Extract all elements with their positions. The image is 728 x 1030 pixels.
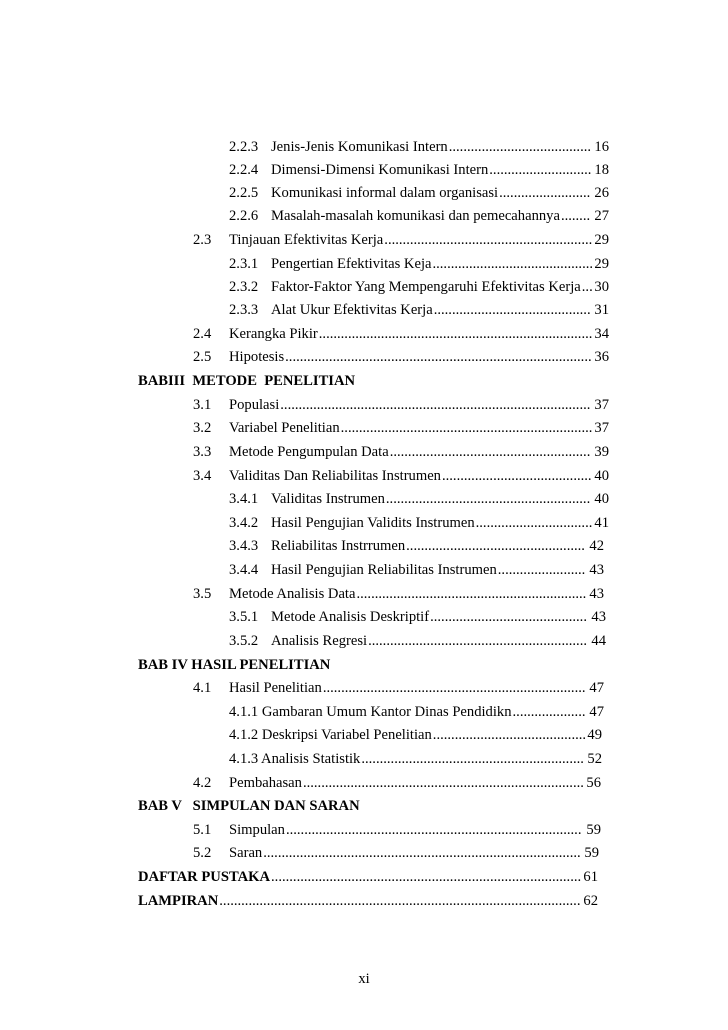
dot-leader: ... — [581, 279, 593, 295]
toc-entry-page: 43 — [589, 586, 604, 602]
toc-entry-number: 3.5.2 — [229, 633, 259, 649]
toc-entry — [0, 606, 728, 628]
toc-entry — [0, 795, 728, 817]
toc-entry-page: 26 — [594, 185, 609, 201]
toc-entry-page: 44 — [591, 633, 606, 649]
toc-entry-title: Hasil Penelitian — [229, 680, 322, 696]
toc-entry-title: Komunikasi informal dalam organisasi — [271, 185, 499, 201]
toc-entry-title: Saran — [229, 845, 263, 861]
toc-entry-number: 3.5 — [193, 586, 212, 602]
toc-entry-title: Pengertian Efektivitas Keja — [271, 256, 432, 272]
toc-entry-title: Simpulan — [229, 822, 285, 838]
toc-entry-number: 3.5.1 — [229, 609, 259, 625]
dot-leader: ................................................. — [406, 538, 585, 554]
toc-entry-title: Analisis Regresi — [271, 633, 368, 649]
toc-entry-number: 3.4.2 — [229, 515, 259, 531]
toc-entry — [0, 136, 728, 158]
toc-entry — [0, 253, 728, 275]
toc-entry-page: 47 — [589, 680, 604, 696]
dot-leader: ............................................................. — [361, 751, 584, 767]
toc-entry-page: 52 — [587, 751, 602, 767]
toc-entry-page: 61 — [583, 869, 598, 885]
toc-entry — [0, 583, 728, 605]
toc-entry-number: 3.4.4 — [229, 562, 259, 578]
toc-entry-title: Metode Analisis Data — [229, 586, 356, 602]
dot-leader: ............................................................... — [356, 586, 587, 602]
toc-entry-page: 40 — [594, 468, 609, 484]
dot-leader: ............................................................ — [368, 633, 587, 649]
dot-leader: ..................................................................... — [340, 420, 593, 436]
toc-entry-title: BAB IV HASIL PENELITIAN — [138, 657, 331, 673]
toc-entry-number: 3.4.1 — [229, 491, 259, 507]
page-number: xi — [358, 971, 370, 987]
toc-entry-page: 29 — [594, 256, 609, 272]
toc-entry-title: Masalah-masalah komunikasi dan pemecahannya — [271, 208, 560, 224]
toc-entry-number: 3.4.3 — [229, 538, 259, 554]
dot-leader: ..................................................................................... — [280, 397, 591, 413]
toc-entry — [0, 276, 728, 298]
toc-entry-title: Metode Pengumpulan Data — [229, 444, 389, 460]
toc-entry-title: 4.1.2 Deskripsi Variabel Penelitian — [229, 727, 432, 743]
toc-entry — [0, 205, 728, 227]
toc-entry — [0, 890, 728, 912]
dot-leader: ......................................................... — [384, 232, 593, 248]
toc-entry-title: Validitas Instrumen — [271, 491, 385, 507]
toc-entry-page: 18 — [594, 162, 609, 178]
toc-entry-number: 2.3.1 — [229, 256, 259, 272]
dot-leader: .................... — [512, 704, 586, 720]
toc-entry — [0, 394, 728, 416]
toc-entry — [0, 370, 728, 392]
toc-entry-title: BABIII METODE PENELITIAN — [138, 373, 356, 389]
dot-leader: ................................ — [475, 515, 593, 531]
toc-entry — [0, 630, 728, 652]
toc-entry-page: 30 — [594, 279, 609, 295]
dot-leader: ....................................... — [448, 139, 592, 155]
dot-leader: ................................................................................. — [285, 822, 582, 838]
toc-entry-title: 4.1.3 Analisis Statistik — [229, 751, 361, 767]
toc-entry-number: 3.3 — [193, 444, 212, 460]
toc-entry-page: 41 — [594, 515, 609, 531]
toc-entry-title: Validitas Dan Reliabilitas Instrumen — [229, 468, 441, 484]
toc-entry-page: 47 — [589, 704, 604, 720]
toc-entry-title: DAFTAR PUSTAKA — [138, 869, 271, 885]
toc-entry — [0, 417, 728, 439]
toc-entry-title: Metode Analisis Deskriptif — [271, 609, 430, 625]
toc-entry-title: BAB V SIMPULAN DAN SARAN — [138, 798, 360, 814]
toc-entry-number: 2.2.4 — [229, 162, 259, 178]
toc-entry — [0, 182, 728, 204]
toc-entry — [0, 159, 728, 181]
dot-leader: ..................................................................................... — [271, 869, 582, 885]
toc-entry-page: 31 — [594, 302, 609, 318]
toc-entry — [0, 229, 728, 251]
toc-entry-title: Pembahasan — [229, 775, 302, 791]
toc-entry — [0, 724, 728, 746]
toc-entry-number: 4.1 — [193, 680, 212, 696]
toc-entry — [0, 488, 728, 510]
toc-entry-page: 56 — [586, 775, 601, 791]
dot-leader: .................................................................................... — [285, 349, 592, 365]
toc-entry — [0, 701, 728, 723]
toc-entry-title: Hasil Pengujian Reliabilitas Instrumen — [271, 562, 497, 578]
toc-entry — [0, 299, 728, 321]
toc-entry-title: Alat Ukur Efektivitas Kerja — [271, 302, 433, 318]
toc-entry-title: Faktor-Faktor Yang Mempengaruhi Efektivitas Kerja — [271, 279, 581, 295]
dot-leader: ......................... — [499, 185, 591, 201]
toc-entry-number: 2.4 — [193, 326, 212, 342]
dot-leader: ........................................... — [430, 609, 587, 625]
toc-entry-number: 2.2.3 — [229, 139, 259, 155]
toc-entry — [0, 842, 728, 864]
toc-entry-title: LAMPIRAN — [138, 893, 219, 909]
toc-entry-page: 36 — [594, 349, 609, 365]
dot-leader: ....................................................................................... — [263, 845, 581, 861]
toc-entry-title: Hasil Pengujian Validits Instrumen — [271, 515, 475, 531]
toc-entry-number: 3.2 — [193, 420, 212, 436]
toc-entry-title: Reliabilitas Instrrumen — [271, 538, 406, 554]
toc-entry-number: 3.4 — [193, 468, 212, 484]
toc-entry-title: Jenis-Jenis Komunikasi Intern — [271, 139, 448, 155]
toc-entry-number: 5.2 — [193, 845, 212, 861]
dot-leader: ........................................................ — [385, 491, 591, 507]
toc-entry-number: 3.1 — [193, 397, 212, 413]
toc-entry — [0, 772, 728, 794]
toc-entry-title: Variabel Penelitian — [229, 420, 340, 436]
toc-entry-title: Hipotesis — [229, 349, 285, 365]
toc-entry-page: 39 — [594, 444, 609, 460]
toc-entry — [0, 677, 728, 699]
toc-entry-page: 37 — [594, 420, 609, 436]
toc-entry — [0, 346, 728, 368]
dot-leader: ............................ — [489, 162, 592, 178]
toc-entry-title: Dimensi-Dimensi Komunikasi Intern — [271, 162, 489, 178]
toc-entry — [0, 748, 728, 770]
toc-entry-title: Kerangka Pikir — [229, 326, 318, 342]
dot-leader: ................................................................................................... — [219, 893, 581, 909]
toc-entry — [0, 512, 728, 534]
dot-leader: ....................................................... — [389, 444, 591, 460]
dot-leader: ........................................................................ — [322, 680, 586, 696]
dot-leader: ........ — [560, 208, 591, 224]
toc-entry-page: 40 — [594, 491, 609, 507]
toc-entry — [0, 441, 728, 463]
toc-entry-number: 2.3 — [193, 232, 212, 248]
toc-entry — [0, 323, 728, 345]
toc-entry-page: 37 — [594, 397, 609, 413]
toc-entry-page: 59 — [584, 845, 599, 861]
toc-entry — [0, 535, 728, 557]
toc-entry-page: 34 — [594, 326, 609, 342]
dot-leader: ........................................................................... — [318, 326, 593, 342]
toc-entry — [0, 559, 728, 581]
toc-entry-number: 4.2 — [193, 775, 212, 791]
dot-leader: ............................................................................. — [302, 775, 584, 791]
toc-entry-number: 2.2.5 — [229, 185, 259, 201]
toc-entry-title: 4.1.1 Gambaran Umum Kantor Dinas Pendidikn — [229, 704, 512, 720]
dot-leader: .......................................... — [432, 727, 587, 743]
toc-entry-page: 42 — [589, 538, 604, 554]
toc-entry — [0, 819, 728, 841]
toc-entry-number: 5.1 — [193, 822, 212, 838]
toc-entry-page: 59 — [586, 822, 601, 838]
toc-entry — [0, 465, 728, 487]
dot-leader: ............................................ — [432, 256, 594, 272]
toc-entry-number: 2.3.2 — [229, 279, 259, 295]
toc-entry-page: 29 — [594, 232, 609, 248]
dot-leader: ......................................... — [441, 468, 592, 484]
dot-leader: ........................ — [497, 562, 586, 578]
toc-entry-page: 49 — [587, 727, 602, 743]
toc-entry-number: 2.5 — [193, 349, 212, 365]
toc-entry-page: 27 — [594, 208, 609, 224]
toc-entry-title: Tinjauan Efektivitas Kerja — [229, 232, 384, 248]
toc-entry-page: 16 — [594, 139, 609, 155]
toc-entry-page: 43 — [591, 609, 606, 625]
toc-entry — [0, 866, 728, 888]
dot-leader: ........................................... — [433, 302, 591, 318]
toc-entry-page: 43 — [589, 562, 604, 578]
toc-entry-number: 2.2.6 — [229, 208, 259, 224]
toc-entry-title: Populasi — [229, 397, 280, 413]
toc-entry — [0, 654, 728, 676]
toc-entry-page: 62 — [583, 893, 598, 909]
toc-entry-number: 2.3.3 — [229, 302, 259, 318]
